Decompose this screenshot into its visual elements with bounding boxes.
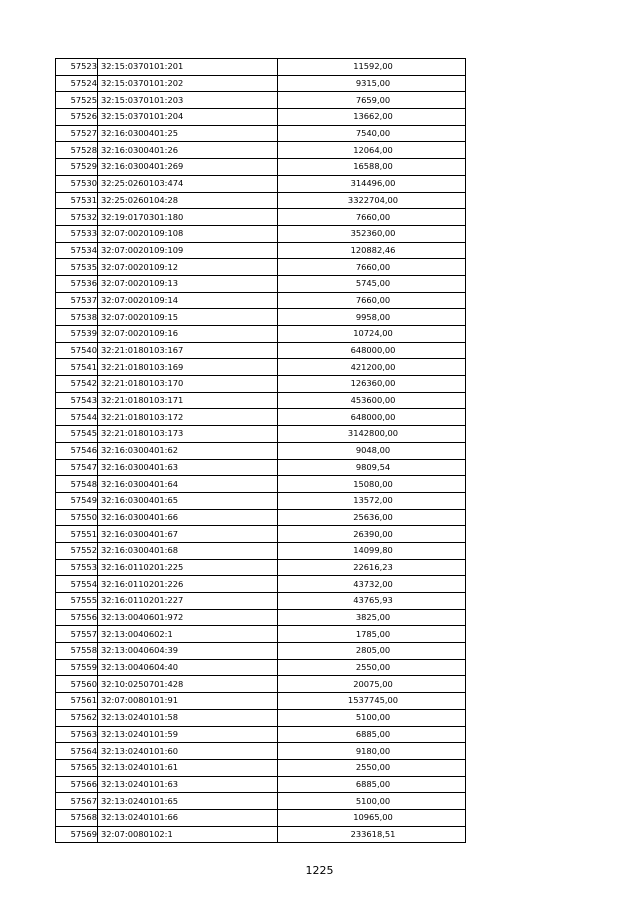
table-row bbox=[56, 442, 466, 459]
cadastral-value-cell: 13662,00 bbox=[278, 109, 466, 126]
row-number-cell: 57558 bbox=[56, 643, 98, 660]
table-row bbox=[56, 726, 466, 743]
table-row bbox=[56, 593, 466, 610]
cadastral-number-cell: 32:16:0300401:68 bbox=[98, 542, 278, 559]
cadastral-number-cell: 32:16:0300401:63 bbox=[98, 459, 278, 476]
cadastral-value-cell: 352360,00 bbox=[278, 225, 466, 242]
row-number-cell: 57529 bbox=[56, 159, 98, 176]
table-row bbox=[56, 542, 466, 559]
cadastral-value-cell: 16588,00 bbox=[278, 159, 466, 176]
cadastral-number-cell: 32:21:0180103:170 bbox=[98, 376, 278, 393]
cadastral-number-cell: 32:16:0110201:225 bbox=[98, 559, 278, 576]
cadastral-number-cell: 32:21:0180103:172 bbox=[98, 409, 278, 426]
table-row bbox=[56, 743, 466, 760]
cadastral-number-cell: 32:16:0110201:226 bbox=[98, 576, 278, 593]
cadastral-number-cell: 32:21:0180103:167 bbox=[98, 342, 278, 359]
row-number-cell: 57546 bbox=[56, 442, 98, 459]
table-row bbox=[56, 242, 466, 259]
cadastral-number-cell: 32:13:0040604:39 bbox=[98, 643, 278, 660]
table-row bbox=[56, 759, 466, 776]
table-row bbox=[56, 676, 466, 693]
cadastral-value-cell: 7659,00 bbox=[278, 92, 466, 109]
cadastral-value-cell: 5745,00 bbox=[278, 275, 466, 292]
cadastral-value-cell: 120882,46 bbox=[278, 242, 466, 259]
cadastral-value-cell: 15080,00 bbox=[278, 476, 466, 493]
row-number-cell: 57525 bbox=[56, 92, 98, 109]
row-number-cell: 57545 bbox=[56, 426, 98, 443]
row-number-cell: 57540 bbox=[56, 342, 98, 359]
cadastral-value-cell: 7540,00 bbox=[278, 125, 466, 142]
cadastral-number-cell: 32:15:0370101:203 bbox=[98, 92, 278, 109]
cadastral-number-cell: 32:21:0180103:171 bbox=[98, 392, 278, 409]
row-number-cell: 57535 bbox=[56, 259, 98, 276]
cadastral-value-cell: 43765,93 bbox=[278, 593, 466, 610]
table-row bbox=[56, 693, 466, 710]
page-number: 1225 bbox=[305, 864, 334, 877]
cadastral-number-cell: 32:15:0370101:204 bbox=[98, 109, 278, 126]
cadastral-number-cell: 32:15:0370101:202 bbox=[98, 75, 278, 92]
row-number-cell: 57559 bbox=[56, 659, 98, 676]
cadastral-number-cell: 32:16:0300401:269 bbox=[98, 159, 278, 176]
cadastral-value-cell: 648000,00 bbox=[278, 342, 466, 359]
table-row bbox=[56, 59, 466, 76]
row-number-cell: 57556 bbox=[56, 609, 98, 626]
cadastral-value-cell: 453600,00 bbox=[278, 392, 466, 409]
registry-table-body bbox=[56, 59, 466, 843]
cadastral-number-cell: 32:16:0300401:65 bbox=[98, 492, 278, 509]
cadastral-number-cell: 32:19:0170301:180 bbox=[98, 209, 278, 226]
cadastral-number-cell: 32:25:0260104:28 bbox=[98, 192, 278, 209]
table-row bbox=[56, 576, 466, 593]
cadastral-value-cell: 14099,80 bbox=[278, 542, 466, 559]
cadastral-value-cell: 26390,00 bbox=[278, 526, 466, 543]
cadastral-value-cell: 7660,00 bbox=[278, 259, 466, 276]
cadastral-number-cell: 32:13:0240101:66 bbox=[98, 809, 278, 826]
table-row bbox=[56, 559, 466, 576]
cadastral-value-cell: 9048,00 bbox=[278, 442, 466, 459]
cadastral-value-cell: 2550,00 bbox=[278, 659, 466, 676]
table-row bbox=[56, 342, 466, 359]
table-row bbox=[56, 376, 466, 393]
row-number-cell: 57565 bbox=[56, 759, 98, 776]
cadastral-value-cell: 9809,54 bbox=[278, 459, 466, 476]
row-number-cell: 57563 bbox=[56, 726, 98, 743]
row-number-cell: 57566 bbox=[56, 776, 98, 793]
row-number-cell: 57569 bbox=[56, 826, 98, 843]
cadastral-number-cell: 32:13:0040602:1 bbox=[98, 626, 278, 643]
cadastral-number-cell: 32:13:0240101:63 bbox=[98, 776, 278, 793]
cadastral-number-cell: 32:07:0020109:16 bbox=[98, 326, 278, 343]
table-row bbox=[56, 359, 466, 376]
table-row bbox=[56, 159, 466, 176]
cadastral-value-cell: 1785,00 bbox=[278, 626, 466, 643]
row-number-cell: 57543 bbox=[56, 392, 98, 409]
row-number-cell: 57531 bbox=[56, 192, 98, 209]
cadastral-number-cell: 32:07:0020109:14 bbox=[98, 292, 278, 309]
row-number-cell: 57557 bbox=[56, 626, 98, 643]
row-number-cell: 57560 bbox=[56, 676, 98, 693]
row-number-cell: 57532 bbox=[56, 209, 98, 226]
table-row bbox=[56, 292, 466, 309]
cadastral-value-cell: 2550,00 bbox=[278, 759, 466, 776]
row-number-cell: 57550 bbox=[56, 509, 98, 526]
cadastral-value-cell: 20075,00 bbox=[278, 676, 466, 693]
cadastral-number-cell: 32:07:0020109:15 bbox=[98, 309, 278, 326]
row-number-cell: 57542 bbox=[56, 376, 98, 393]
table-row bbox=[56, 793, 466, 810]
row-number-cell: 57541 bbox=[56, 359, 98, 376]
table-row bbox=[56, 526, 466, 543]
row-number-cell: 57551 bbox=[56, 526, 98, 543]
row-number-cell: 57527 bbox=[56, 125, 98, 142]
row-number-cell: 57553 bbox=[56, 559, 98, 576]
table-row bbox=[56, 309, 466, 326]
cadastral-value-cell: 12064,00 bbox=[278, 142, 466, 159]
cadastral-value-cell: 7660,00 bbox=[278, 292, 466, 309]
cadastral-value-cell: 3322704,00 bbox=[278, 192, 466, 209]
cadastral-value-cell: 1537745,00 bbox=[278, 693, 466, 710]
cadastral-number-cell: 32:07:0020109:13 bbox=[98, 275, 278, 292]
cadastral-number-cell: 32:13:0240101:65 bbox=[98, 793, 278, 810]
row-number-cell: 57534 bbox=[56, 242, 98, 259]
row-number-cell: 57554 bbox=[56, 576, 98, 593]
table-row bbox=[56, 476, 466, 493]
row-number-cell: 57528 bbox=[56, 142, 98, 159]
table-row bbox=[56, 809, 466, 826]
cadastral-number-cell: 32:25:0260103:474 bbox=[98, 175, 278, 192]
cadastral-number-cell: 32:13:0240101:59 bbox=[98, 726, 278, 743]
cadastral-value-cell: 11592,00 bbox=[278, 59, 466, 76]
table-row bbox=[56, 259, 466, 276]
cadastral-value-cell: 10965,00 bbox=[278, 809, 466, 826]
table-row bbox=[56, 209, 466, 226]
cadastral-number-cell: 32:21:0180103:173 bbox=[98, 426, 278, 443]
row-number-cell: 57567 bbox=[56, 793, 98, 810]
table-row bbox=[56, 175, 466, 192]
cadastral-value-cell: 6885,00 bbox=[278, 726, 466, 743]
cadastral-number-cell: 32:13:0240101:60 bbox=[98, 743, 278, 760]
row-number-cell: 57536 bbox=[56, 275, 98, 292]
row-number-cell: 57564 bbox=[56, 743, 98, 760]
cadastral-number-cell: 32:15:0370101:201 bbox=[98, 59, 278, 76]
cadastral-value-cell: 5100,00 bbox=[278, 709, 466, 726]
cadastral-value-cell: 233618,51 bbox=[278, 826, 466, 843]
cadastral-value-cell: 126360,00 bbox=[278, 376, 466, 393]
row-number-cell: 57530 bbox=[56, 175, 98, 192]
table-row bbox=[56, 826, 466, 843]
cadastral-number-cell: 32:13:0040604:40 bbox=[98, 659, 278, 676]
row-number-cell: 57547 bbox=[56, 459, 98, 476]
cadastral-value-cell: 9180,00 bbox=[278, 743, 466, 760]
table-row bbox=[56, 709, 466, 726]
cadastral-value-cell: 3142800,00 bbox=[278, 426, 466, 443]
table-row bbox=[56, 776, 466, 793]
cadastral-number-cell: 32:16:0300401:64 bbox=[98, 476, 278, 493]
row-number-cell: 57537 bbox=[56, 292, 98, 309]
cadastral-number-cell: 32:16:0300401:26 bbox=[98, 142, 278, 159]
cadastral-number-cell: 32:16:0300401:67 bbox=[98, 526, 278, 543]
cadastral-number-cell: 32:07:0080102:1 bbox=[98, 826, 278, 843]
cadastral-value-cell: 9958,00 bbox=[278, 309, 466, 326]
cadastral-value-cell: 25636,00 bbox=[278, 509, 466, 526]
cadastral-number-cell: 32:16:0110201:227 bbox=[98, 593, 278, 610]
cadastral-value-cell: 6885,00 bbox=[278, 776, 466, 793]
table-row bbox=[56, 659, 466, 676]
table-row bbox=[56, 125, 466, 142]
table-row bbox=[56, 142, 466, 159]
row-number-cell: 57552 bbox=[56, 542, 98, 559]
cadastral-value-cell: 314496,00 bbox=[278, 175, 466, 192]
cadastral-number-cell: 32:21:0180103:169 bbox=[98, 359, 278, 376]
table-row bbox=[56, 426, 466, 443]
row-number-cell: 57555 bbox=[56, 593, 98, 610]
row-number-cell: 57549 bbox=[56, 492, 98, 509]
cadastral-value-cell: 10724,00 bbox=[278, 326, 466, 343]
row-number-cell: 57538 bbox=[56, 309, 98, 326]
table-row bbox=[56, 626, 466, 643]
row-number-cell: 57526 bbox=[56, 109, 98, 126]
cadastral-number-cell: 32:16:0300401:25 bbox=[98, 125, 278, 142]
cadastral-value-cell: 43732,00 bbox=[278, 576, 466, 593]
cadastral-value-cell: 7660,00 bbox=[278, 209, 466, 226]
row-number-cell: 57523 bbox=[56, 59, 98, 76]
cadastral-number-cell: 32:07:0080101:91 bbox=[98, 693, 278, 710]
cadastral-number-cell: 32:07:0020109:108 bbox=[98, 225, 278, 242]
cadastral-value-cell: 421200,00 bbox=[278, 359, 466, 376]
table-row bbox=[56, 326, 466, 343]
table-row bbox=[56, 409, 466, 426]
cadastral-number-cell: 32:16:0300401:66 bbox=[98, 509, 278, 526]
cadastral-number-cell: 32:13:0040601:972 bbox=[98, 609, 278, 626]
registry-table bbox=[55, 58, 466, 843]
table-row bbox=[56, 75, 466, 92]
cadastral-value-cell: 13572,00 bbox=[278, 492, 466, 509]
cadastral-value-cell: 3825,00 bbox=[278, 609, 466, 626]
cadastral-number-cell: 32:16:0300401:62 bbox=[98, 442, 278, 459]
row-number-cell: 57568 bbox=[56, 809, 98, 826]
table-row bbox=[56, 109, 466, 126]
cadastral-number-cell: 32:13:0240101:58 bbox=[98, 709, 278, 726]
cadastral-value-cell: 648000,00 bbox=[278, 409, 466, 426]
row-number-cell: 57544 bbox=[56, 409, 98, 426]
table-row bbox=[56, 643, 466, 660]
cadastral-number-cell: 32:07:0020109:109 bbox=[98, 242, 278, 259]
row-number-cell: 57561 bbox=[56, 693, 98, 710]
cadastral-value-cell: 22616,23 bbox=[278, 559, 466, 576]
row-number-cell: 57562 bbox=[56, 709, 98, 726]
table-row bbox=[56, 492, 466, 509]
table-row bbox=[56, 225, 466, 242]
row-number-cell: 57539 bbox=[56, 326, 98, 343]
table-row bbox=[56, 192, 466, 209]
row-number-cell: 57548 bbox=[56, 476, 98, 493]
row-number-cell: 57533 bbox=[56, 225, 98, 242]
cadastral-number-cell: 32:13:0240101:61 bbox=[98, 759, 278, 776]
table-row bbox=[56, 459, 466, 476]
row-number-cell: 57524 bbox=[56, 75, 98, 92]
cadastral-number-cell: 32:07:0020109:12 bbox=[98, 259, 278, 276]
table-row bbox=[56, 609, 466, 626]
cadastral-value-cell: 9315,00 bbox=[278, 75, 466, 92]
table-row bbox=[56, 392, 466, 409]
cadastral-value-cell: 2805,00 bbox=[278, 643, 466, 660]
cadastral-value-cell: 5100,00 bbox=[278, 793, 466, 810]
table-row bbox=[56, 275, 466, 292]
table-row bbox=[56, 92, 466, 109]
table-row bbox=[56, 509, 466, 526]
cadastral-number-cell: 32:10:0250701:428 bbox=[98, 676, 278, 693]
